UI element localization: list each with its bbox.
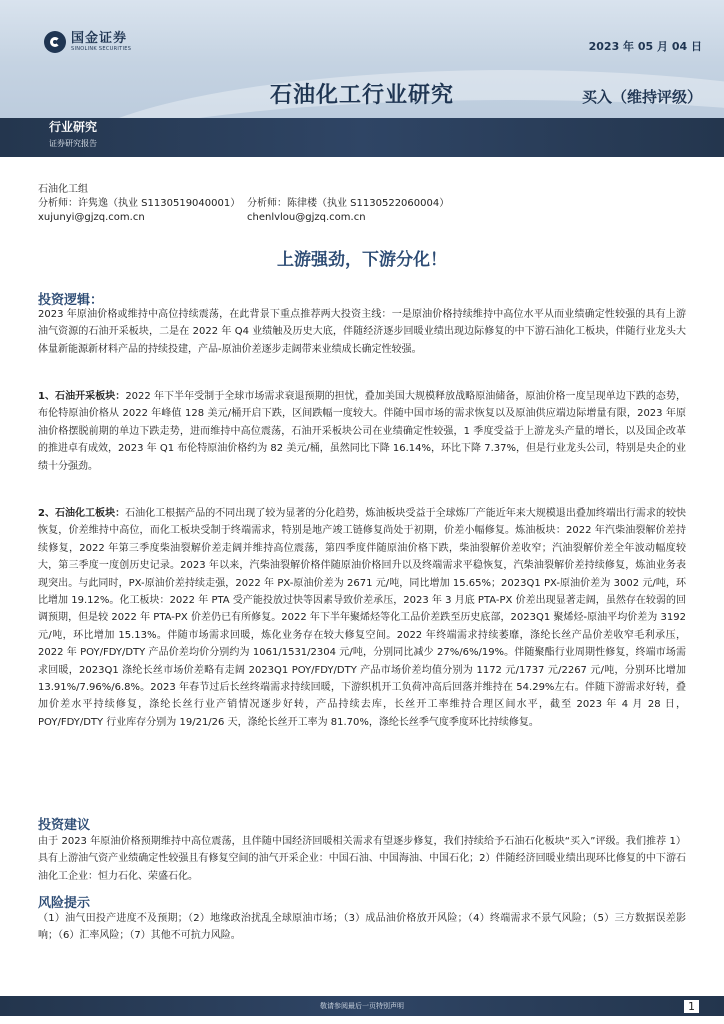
footer-disclaimer[interactable]: 敬请参阅最后一页特别声明	[320, 1002, 404, 1010]
logo-cn: 国金证券	[71, 30, 128, 46]
header-banner	[0, 0, 724, 157]
rating-label: 买入（维持评级）	[581, 88, 702, 106]
analyst-b-email[interactable]: chenlvlou@gjzq.com.cn	[247, 212, 366, 223]
analyst-b: 分析师：陈律楼（执业 S1130522060004）	[247, 198, 450, 209]
headline: 上游强劲，下游分化！	[277, 250, 447, 270]
logo-en: SINOLINK SECURITIES	[71, 45, 132, 52]
oil-extraction-paragraph	[38, 388, 686, 475]
report-category: 行业研究	[49, 120, 98, 134]
banner-stripe	[0, 118, 724, 157]
petrochem-paragraph	[38, 505, 686, 731]
report-subcategory: 证券研究报告	[49, 139, 97, 148]
logo-icon	[44, 31, 66, 53]
report-date: 2023 年 05 月 04 日	[588, 40, 702, 53]
petrochem-body: 石油化工根据产品的不同出现了较为显著的分化趋势，炼油板块受益于全球炼厂产能近年来大规模退出叠加终端出行需求的较快恢复，价差维持中高位，而化工板块受制于终端需求，特别是地产竣工链修复尚处于初期，价差小幅修复。炼油板块：2022 年汽柴油裂解价差持续修复，2022 年第三季度柴油裂解价差走阔并维持高位震荡，第四季度伴随原油价格下跌，柴油裂解价差收窄；汽油裂解价差全年波动幅度较大，第三季度一度创历史记录。2023 年以来，汽柴油裂解价格伴随原油价格回升以及终端需求平稳恢复，汽柴油裂解价差持续修复，炼油业务表现突出。与此同时，PX-原油价差持续走强，2022 年 PX-原油价差为 2671 元/吨，同比增加 15.65%；2023Q1 PX-原油价差为 3002 元/吨，环比增加 19.12%。化工板块：2022 年 PTA 受产能投放过快等因素导致价差承压，2023 年 3 月底 PTA-PX 价差出现显著走阔，虽然存在较弱的回调预期，但是较 2022 年 PTA-PX 价差仍已有所修复。2022 年下半年聚烯烃等化工品价差跌至历史底部，2023Q1 聚烯烃-原油平均价差为 3192 元/吨，环比增加 15.13%。伴随市场需求回暖，炼化业务存在较大修复空间。2022 年终端需求持续萎靡，涤纶长丝产品价差收窄毛利承压，2022 年 POY/FDY/DTY 产品价差均价分别约为 1061/1531/2304 元/吨，分别同比减少 27%/6%/19%。伴随聚酯行业周期性修复，终端市场需求回暖，2023Q1 涤纶长丝市场价差略有走阔 2023Q1 POY/FDY/DTY 产品市场价差均值分别为 1172 元/1737 元/2267 元/吨，分别环比增加 13.91%/7.96%/6.8%。2023 年春节过后长丝终端需求持续回暖，下游织机开工负荷冲高后回落并维持在 54.29%左右。伴随下游需求好转，叠加价差水平持续修复，涤纶长丝行业产销情况逐步好转，产品持续去库，长丝开工率维持合理区间水平，截至 2023 年 4 月 28 日，POY/FDY/DTY 行业库存分别为 19/21/26 天，涤纶长丝开工率为 81.70%，涤纶长丝季气度季度环比持续修复。	[38, 508, 686, 728]
advice-paragraph: 由于 2023 年原油价格预期维持中高位震荡，且伴随中国经济回暖相关需求有望逐步修复，我们持续给予石油石化板块“买入”评级。我们推荐 1）具有上游油气资产业绩确定性较强且有修复空间的油气开采企业：中国石油、中国海油、中国石化；2）伴随经济回暖业绩出现环比修复的中下游石油化工企业：恒力石化、荣盛石化。	[38, 836, 686, 882]
page-footer	[0, 996, 724, 1024]
risk-paragraph: （1）油气田投产进度不及预期；（2）地缘政治扰乱全球原油市场；（3）成品油价格放开风险；（4）终端需求不景气风险；（5）三方数据误差影响；（6）汇率风险；（7）其他不可抗力风险。	[38, 913, 686, 942]
logic-intro-paragraph: 2023 年原油价格或维持中高位持续震荡，在此背景下重点推荐两大投资主线：一是原油价格持续维持中高位水平从而业绩确定性较强的具有上游油气资源的石油开采板块，二是在 2022 年 Q4 业绩触及历史大底，伴随经济逐步回暖业绩出现边际修复的中下游石油化工板块，伴随行业龙头大体量新能源新材料产品的持续投建，产品-原油价差逐步走阔带来业绩成长确定性较强。	[38, 309, 686, 355]
petrochem-lead: 2、石油化工板块：	[38, 508, 126, 519]
section-title-risk: 风险提示	[38, 896, 91, 911]
company-logo	[44, 31, 131, 53]
section-title-logic: 投资逻辑：	[38, 293, 104, 308]
oil-extraction-lead: 1、石油开采板块：	[38, 391, 126, 402]
analyst-a: 分析师：许隽逸（执业 S1130519040001）	[38, 198, 241, 209]
report-title: 石油化工行业研究	[269, 83, 454, 108]
oil-extraction-body: 2022 年下半年受制于全球市场需求衰退预期的担忧，叠加美国大规模释放战略原油储备，原油价格一度呈现单边下跌的态势，布伦特原油价格从 2022 年峰值 128 美元/桶开启下跌，区间跌幅一度较大。伴随中国市场的需求恢复以及原油供应端边际增量有限，2023 年原油价格摆脱前期的单边下跌走势，进而维持中高位震荡，石油开采板块公司在业绩确定性较强，1 季度受益于上游龙头产量的增长，以及国企改革的推进卓有成效，2023 年 Q1 布伦特原油价格约为 82 美元/桶，虽然同比下降 16.14%，环比下降 7.37%，但是行业龙头公司，特别是央企的业绩十分强劲。	[38, 391, 686, 472]
section-title-advice: 投资建议	[38, 818, 91, 833]
page-number: 1	[684, 1000, 699, 1013]
analyst-block	[38, 183, 450, 225]
analyst-a-email[interactable]: xujunyi@gjzq.com.cn	[38, 212, 145, 223]
analyst-group: 石油化工组	[38, 184, 88, 195]
